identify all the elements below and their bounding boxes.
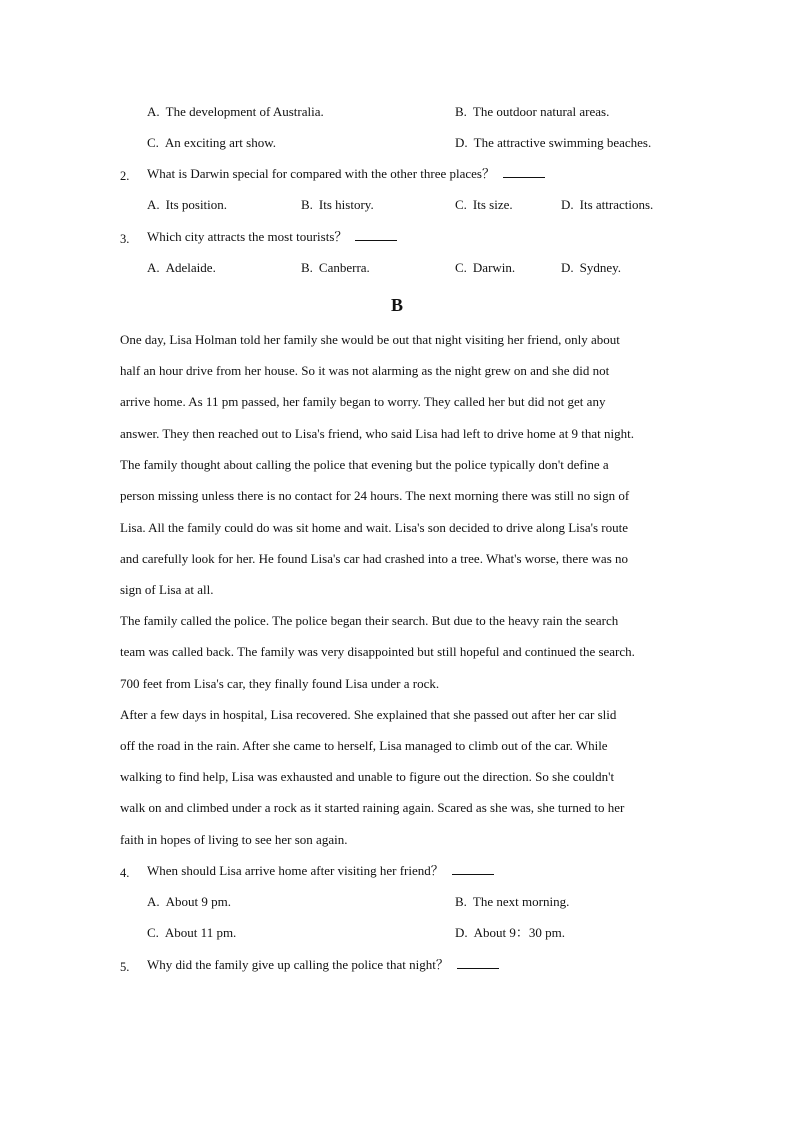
q2-option-b[interactable] bbox=[301, 197, 374, 213]
passage-line: 700 feet from Lisa's car, they finally found Lisa under a rock. bbox=[120, 676, 440, 691]
option-text: Its position. bbox=[165, 197, 228, 212]
q4-option-d[interactable] bbox=[455, 925, 565, 941]
q5-stem bbox=[147, 957, 499, 973]
passage-line: and carefully look for her. He found Lisa's car had crashed into a tree. What's worse, there was no bbox=[120, 551, 629, 566]
option-text: The development of Australia. bbox=[165, 104, 324, 119]
answer-blank[interactable] bbox=[457, 957, 499, 969]
option-text: About 11 pm. bbox=[164, 925, 237, 940]
passage-line: team was called back. The family was very disappointed but still hopeful and continued the search. bbox=[120, 644, 635, 659]
option-letter: A. bbox=[147, 260, 160, 275]
q1-option-a[interactable] bbox=[147, 104, 324, 120]
option-letter: B. bbox=[301, 197, 313, 212]
option-text: The outdoor natural areas. bbox=[472, 104, 610, 119]
q3-option-a[interactable] bbox=[147, 260, 216, 276]
section-b-title: B bbox=[390, 295, 403, 315]
passage-line: faith in hopes of living to see her son again. bbox=[120, 832, 348, 847]
option-letter: A. bbox=[147, 197, 160, 212]
q3-option-b[interactable] bbox=[301, 260, 370, 276]
q1-option-c[interactable] bbox=[147, 135, 276, 151]
passage-line: The family called the police. The police began their search. But due to the heavy rain the search bbox=[120, 613, 619, 628]
option-letter: D. bbox=[455, 925, 468, 940]
option-letter: C. bbox=[455, 260, 467, 275]
q3-number: 3. bbox=[120, 232, 130, 246]
passage-line: The family thought about calling the police that evening but the police typically don't define a bbox=[120, 457, 609, 472]
option-text: About 9：30 pm. bbox=[473, 925, 566, 940]
q2-stem bbox=[147, 166, 545, 182]
option-letter: A. bbox=[147, 894, 160, 909]
q2-number: 2. bbox=[120, 169, 130, 183]
option-letter: C. bbox=[147, 135, 159, 150]
question-text: What is Darwin special for compared with the other three places？ bbox=[147, 166, 495, 181]
option-text: Its history. bbox=[318, 197, 374, 212]
option-text: The next morning. bbox=[472, 894, 570, 909]
answer-blank[interactable] bbox=[355, 229, 397, 241]
q3-option-c[interactable] bbox=[455, 260, 515, 276]
q2-option-c[interactable] bbox=[455, 197, 513, 213]
option-text: Darwin. bbox=[472, 260, 516, 275]
q2-option-d[interactable] bbox=[561, 197, 653, 213]
option-letter: D. bbox=[455, 135, 468, 150]
passage-line: walking to find help, Lisa was exhausted and unable to figure out the direction. So she couldn't bbox=[120, 769, 615, 784]
passage-line: One day, Lisa Holman told her family she would be out that night visiting her friend, only about bbox=[120, 332, 620, 347]
q4-number: 4. bbox=[120, 866, 130, 880]
option-letter: B. bbox=[455, 104, 467, 119]
q1-option-d[interactable] bbox=[455, 135, 651, 151]
option-text: An exciting art show. bbox=[164, 135, 276, 150]
question-text: Which city attracts the most tourists？ bbox=[147, 229, 348, 244]
q4-option-a[interactable] bbox=[147, 894, 231, 910]
passage-line: Lisa. All the family could do was sit home and wait. Lisa's son decided to drive along Lisa's route bbox=[120, 520, 628, 535]
passage-line: After a few days in hospital, Lisa recovered. She explained that she passed out after her car slid bbox=[120, 707, 617, 722]
option-letter: C. bbox=[147, 925, 159, 940]
option-letter: C. bbox=[455, 197, 467, 212]
option-letter: D. bbox=[561, 197, 574, 212]
question-text: When should Lisa arrive home after visiting her friend？ bbox=[147, 863, 444, 878]
passage-line: sign of Lisa at all. bbox=[120, 582, 214, 597]
option-text: The attractive swimming beaches. bbox=[473, 135, 652, 150]
option-text: About 9 pm. bbox=[165, 894, 232, 909]
passage-line: walk on and climbed under a rock as it started raining again. Scared as she was, she turned to her bbox=[120, 800, 625, 815]
passage-line: answer. They then reached out to Lisa's friend, who said Lisa had left to drive home at 9 that night. bbox=[120, 426, 635, 441]
option-letter: B. bbox=[301, 260, 313, 275]
q4-option-b[interactable] bbox=[455, 894, 569, 910]
option-letter: B. bbox=[455, 894, 467, 909]
q4-option-c[interactable] bbox=[147, 925, 236, 941]
q3-stem bbox=[147, 229, 397, 245]
passage-line: arrive home. As 11 pm passed, her family began to worry. They called her but did not get any bbox=[120, 394, 606, 409]
q2-option-a[interactable] bbox=[147, 197, 227, 213]
option-text: Adelaide. bbox=[165, 260, 216, 275]
passage-line: off the road in the rain. After she came to herself, Lisa managed to climb out of the car. While bbox=[120, 738, 608, 753]
option-text: Its size. bbox=[472, 197, 513, 212]
option-text: Canberra. bbox=[318, 260, 370, 275]
option-letter: A. bbox=[147, 104, 160, 119]
option-text: Its attractions. bbox=[579, 197, 654, 212]
q1-option-b[interactable] bbox=[455, 104, 609, 120]
q4-stem bbox=[147, 863, 494, 879]
passage-line: person missing unless there is no contact for 24 hours. The next morning there was still no sign of bbox=[120, 488, 630, 503]
answer-blank[interactable] bbox=[503, 166, 545, 178]
option-text: Sydney. bbox=[579, 260, 622, 275]
passage-line: half an hour drive from her house. So it was not alarming as the night grew on and she did not bbox=[120, 363, 610, 378]
q3-option-d[interactable] bbox=[561, 260, 621, 276]
answer-blank[interactable] bbox=[452, 863, 494, 875]
q5-number: 5. bbox=[120, 960, 130, 974]
option-letter: D. bbox=[561, 260, 574, 275]
question-text: Why did the family give up calling the police that night？ bbox=[147, 957, 449, 972]
